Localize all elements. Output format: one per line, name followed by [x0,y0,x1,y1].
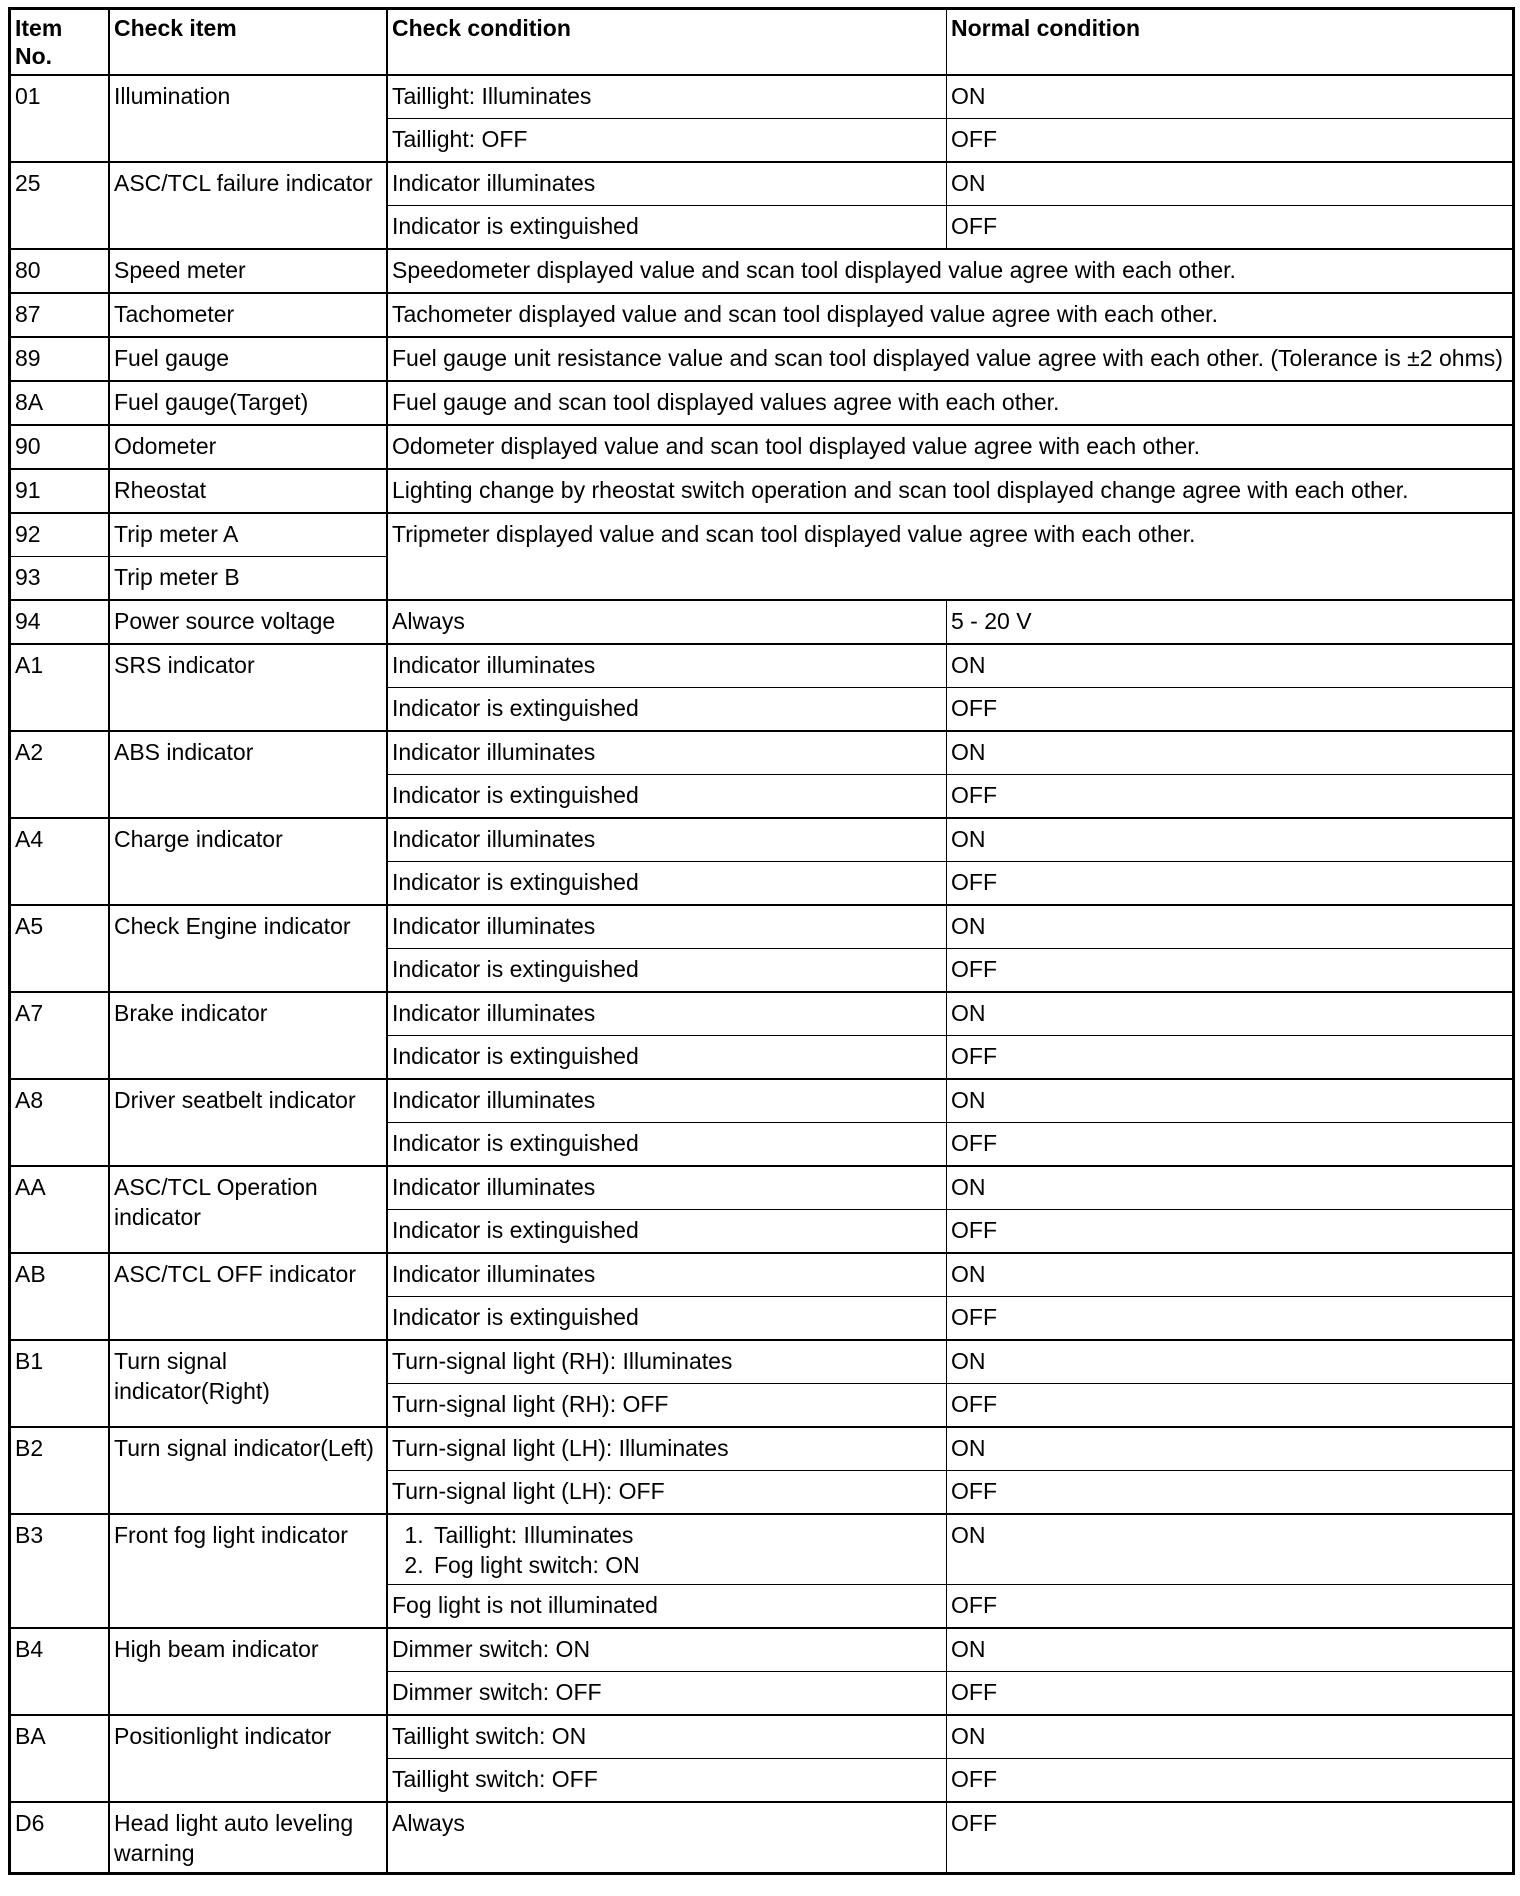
item-no-cell: 91 [10,469,110,513]
table-row [10,992,1514,1036]
item-no-cell: B3 [10,1514,110,1628]
check-condition-cell: Dimmer switch: OFF [387,1672,947,1716]
check-item-cell: ABS indicator [109,731,387,818]
normal-condition-cell: OFF [947,862,1514,906]
check-condition-cell: Taillight: Illuminates [387,75,947,119]
check-condition-cell [387,1514,947,1585]
check-item-cell: Speed meter [109,249,387,293]
check-condition-cell: Indicator is extinguished [387,1297,947,1341]
check-condition-cell: Fuel gauge and scan tool displayed values agree with each other. [387,381,1514,425]
normal-condition-cell: OFF [947,949,1514,993]
item-no-cell: 80 [10,249,110,293]
check-item-cell: Head light auto leveling warning [109,1802,387,1874]
table-body [10,75,1514,1874]
item-no-cell: B1 [10,1340,110,1427]
normal-condition-cell: OFF [947,775,1514,819]
normal-condition-cell: ON [947,644,1514,688]
table-row [10,818,1514,862]
item-no-cell: BA [10,1715,110,1802]
check-item-cell: ASC/TCL Operation indicator [109,1166,387,1253]
check-condition-cell: Taillight switch: ON [387,1715,947,1759]
check-condition-cell: Indicator is extinguished [387,949,947,993]
table-row [10,337,1514,381]
condition-list-item: 2. Fog light switch: ON [430,1550,942,1580]
normal-condition-cell: ON [947,992,1514,1036]
item-no-cell: A5 [10,905,110,992]
item-no-cell: 90 [10,425,110,469]
table-row [10,469,1514,513]
check-item-cell: Charge indicator [109,818,387,905]
table-row [10,600,1514,644]
normal-condition-cell: OFF [947,1123,1514,1167]
check-item-cell: SRS indicator [109,644,387,731]
normal-condition-cell: OFF [947,1759,1514,1803]
item-no-cell: 92 [10,513,110,557]
check-condition-cell: Speedometer displayed value and scan tool displayed value agree with each other. [387,249,1514,293]
item-no-cell: 93 [10,557,110,601]
normal-condition-cell: OFF [947,1210,1514,1254]
normal-condition-cell: ON [947,1166,1514,1210]
table-row [10,513,1514,557]
check-condition-cell: Indicator illuminates [387,1079,947,1123]
check-condition-cell: Odometer displayed value and scan tool displayed value agree with each other. [387,425,1514,469]
item-no-cell: 87 [10,293,110,337]
check-item-cell: Fuel gauge [109,337,387,381]
check-item-cell: Driver seatbelt indicator [109,1079,387,1166]
normal-condition-cell: OFF [947,1585,1514,1629]
table-row [10,425,1514,469]
check-item-cell: ASC/TCL failure indicator [109,162,387,249]
check-condition-cell: Indicator is extinguished [387,1123,947,1167]
check-condition-cell: Indicator is extinguished [387,688,947,732]
item-no-cell: D6 [10,1802,110,1874]
normal-condition-cell: OFF [947,206,1514,250]
normal-condition-cell: OFF [947,688,1514,732]
item-no-cell: 8A [10,381,110,425]
check-condition-cell: Fuel gauge unit resistance value and scan tool displayed value agree with each other. (Tolerance is ±2 ohms) [387,337,1514,381]
table-row [10,731,1514,775]
check-condition-cell: Fog light is not illuminated [387,1585,947,1629]
table-row [10,293,1514,337]
normal-condition-cell: ON [947,1340,1514,1384]
check-condition-cell: Indicator is extinguished [387,1210,947,1254]
item-no-cell: A2 [10,731,110,818]
check-condition-cell: Dimmer switch: ON [387,1628,947,1672]
check-condition-cell: Indicator illuminates [387,905,947,949]
normal-condition-cell: OFF [947,1036,1514,1080]
normal-condition-cell: OFF [947,1471,1514,1515]
item-no-cell: 25 [10,162,110,249]
check-item-cell: Fuel gauge(Target) [109,381,387,425]
item-no-cell: A7 [10,992,110,1079]
check-item-cell: Trip meter A [109,513,387,557]
check-item-cell: Turn signal indicator(Left) [109,1427,387,1514]
check-condition-cell: Indicator illuminates [387,1253,947,1297]
check-item-cell: Tachometer [109,293,387,337]
table-row [10,1802,1514,1874]
table-row [10,381,1514,425]
header-check-condition: Check condition [387,9,947,76]
normal-condition-cell: ON [947,162,1514,206]
table-row [10,1715,1514,1759]
normal-condition-cell: ON [947,731,1514,775]
normal-condition-cell: ON [947,905,1514,949]
item-no-cell: 01 [10,75,110,162]
check-condition-cell: Indicator is extinguished [387,775,947,819]
check-condition-cell: Always [387,1802,947,1874]
table-row [10,1253,1514,1297]
table-row [10,1340,1514,1384]
check-item-cell: Positionlight indicator [109,1715,387,1802]
check-condition-cell: Indicator illuminates [387,992,947,1036]
check-item-cell: Power source voltage [109,600,387,644]
item-no-cell: AB [10,1253,110,1340]
check-item-cell: Check Engine indicator [109,905,387,992]
check-item-cell: Trip meter B [109,557,387,601]
check-condition-cell: Turn-signal light (RH): Illuminates [387,1340,947,1384]
item-no-cell: B2 [10,1427,110,1514]
check-item-cell: High beam indicator [109,1628,387,1715]
check-item-cell: Front fog light indicator [109,1514,387,1628]
header-check-item: Check item [109,9,387,76]
table-row [10,75,1514,119]
table-row [10,1427,1514,1471]
normal-condition-cell: ON [947,818,1514,862]
normal-condition-cell: ON [947,75,1514,119]
check-condition-cell: Indicator illuminates [387,1166,947,1210]
check-item-cell: Odometer [109,425,387,469]
check-item-cell: ASC/TCL OFF indicator [109,1253,387,1340]
check-condition-cell: Tripmeter displayed value and scan tool displayed value agree with each other. [387,513,1514,600]
check-item-cell: Brake indicator [109,992,387,1079]
normal-condition-cell: ON [947,1079,1514,1123]
table-row [10,1628,1514,1672]
header-item-no: Item No. [10,9,110,76]
header-normal-condition: Normal condition [947,9,1514,76]
table-row [10,249,1514,293]
item-no-cell: A4 [10,818,110,905]
normal-condition-cell: OFF [947,1672,1514,1716]
condition-list-item: 1. Taillight: Illuminates [430,1520,942,1550]
check-condition-cell: Turn-signal light (RH): OFF [387,1384,947,1428]
table-row [10,1079,1514,1123]
table-row [10,905,1514,949]
item-no-cell: A1 [10,644,110,731]
check-condition-cell: Taillight switch: OFF [387,1759,947,1803]
check-condition-cell: Indicator is extinguished [387,862,947,906]
normal-condition-cell: ON [947,1427,1514,1471]
normal-condition-cell: ON [947,1628,1514,1672]
check-condition-cell: Indicator illuminates [387,162,947,206]
normal-condition-cell: 5 - 20 V [947,600,1514,644]
check-condition-cell: Indicator illuminates [387,644,947,688]
table-header-row [10,9,1514,76]
normal-condition-cell: ON [947,1715,1514,1759]
check-item-cell: Turn signal indicator(Right) [109,1340,387,1427]
normal-condition-cell: OFF [947,1297,1514,1341]
normal-condition-cell: ON [947,1253,1514,1297]
condition-list [392,1520,942,1580]
item-no-cell: A8 [10,1079,110,1166]
table-row [10,644,1514,688]
item-no-cell: 94 [10,600,110,644]
item-no-cell: B4 [10,1628,110,1715]
check-condition-cell: Indicator illuminates [387,731,947,775]
check-condition-cell: Tachometer displayed value and scan tool displayed value agree with each other. [387,293,1514,337]
check-item-cell: Rheostat [109,469,387,513]
normal-condition-cell: OFF [947,1802,1514,1874]
check-condition-cell: Taillight: OFF [387,119,947,163]
table-row [10,162,1514,206]
check-condition-cell: Indicator is extinguished [387,206,947,250]
check-condition-cell: Indicator illuminates [387,818,947,862]
check-items-table [8,7,1515,1875]
item-no-cell: 89 [10,337,110,381]
normal-condition-cell: ON [947,1514,1514,1585]
check-condition-cell: Turn-signal light (LH): OFF [387,1471,947,1515]
table-row [10,1166,1514,1210]
check-condition-cell: Indicator is extinguished [387,1036,947,1080]
item-no-cell: AA [10,1166,110,1253]
normal-condition-cell: OFF [947,1384,1514,1428]
check-item-cell: Illumination [109,75,387,162]
table-row [10,1514,1514,1585]
check-condition-cell: Turn-signal light (LH): Illuminates [387,1427,947,1471]
check-condition-cell: Lighting change by rheostat switch operation and scan tool displayed change agree with each other. [387,469,1514,513]
normal-condition-cell: OFF [947,119,1514,163]
check-condition-cell: Always [387,600,947,644]
